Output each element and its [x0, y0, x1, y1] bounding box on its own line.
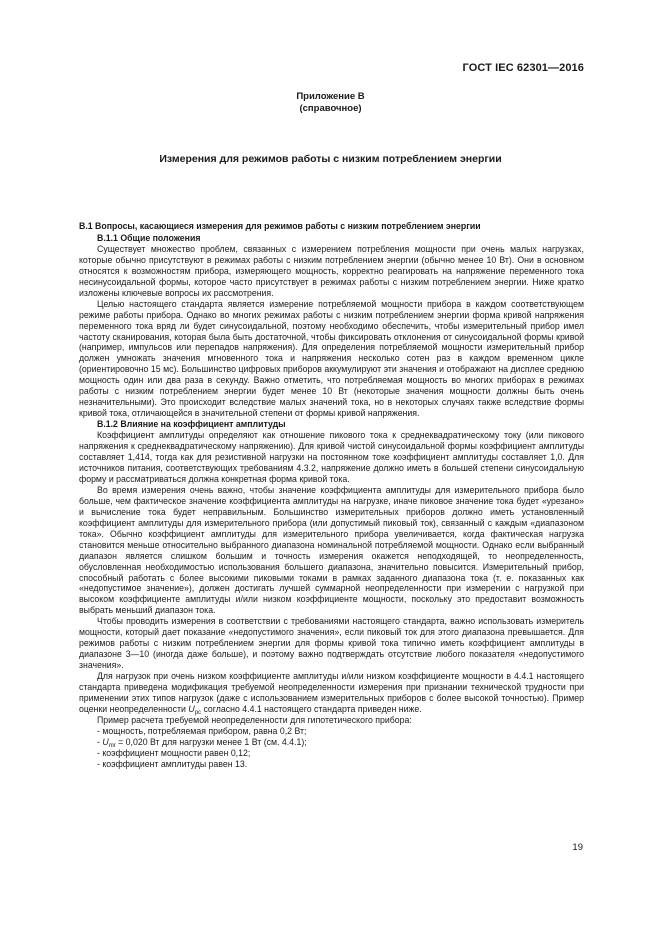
paragraph-text: Для нагрузок при очень низком коэффициенте амплитуды и/или низком коэффициенте мощности в 4.4.1 настоящего стандарта приведена модификация требуемой неопределенности измерения при признании технической трудности при применении этих типов нагрузок (даже с использованием измерительных приборов с более высокой точностью). Пример оценки неопределенности	[79, 671, 584, 714]
list-item: - мощность, потребляемая прибором, равна 0,2 Вт;	[97, 725, 307, 736]
annex-label: Приложение В	[296, 91, 365, 102]
standard-code: ГОСТ IEC 62301—2016	[462, 62, 584, 74]
annex-title: Измерения для режимов работы с низким потреблением энергии	[159, 153, 502, 165]
list-item: - коэффициент амплитуды равен 13.	[97, 758, 248, 769]
section-heading-b1: В.1 Вопросы, касающиеся измерения для режимов работы с низким потреблением энергии	[79, 221, 481, 231]
list-item-text: = 0,020 Вт для нагрузки менее 1 Вт (см. 4.4.1);	[115, 736, 307, 747]
paragraph: Существует множество проблем, связанных с измерением потребления мощности при очень малых нагрузках, которые обычно присутствуют в режимах работы с низким потреблением энергии (обычно менее 10 Вт). Они в основном относятся к возможностям прибора, измеряющего мощность, корректно реагировать на напряжение переменного тока несинусоидальной формы, которое часто присутствует в режимах работы с низким потреблением энергии. Ниже кратко изложены ключевые вопросы их рассмотрения.	[79, 243, 584, 298]
paragraph-text: согласно 4.4.1 настоящего стандарта приведен ниже.	[201, 703, 422, 714]
variable-subscript: mr	[108, 742, 116, 749]
example-intro: Пример расчета требуемой неопределенности для гипотетического прибора:	[97, 714, 412, 725]
subsection-heading-b11: В.1.1 Общие положения	[97, 232, 201, 243]
variable-symbol: U	[188, 703, 195, 714]
annex-header	[0, 91, 661, 115]
list-item-text: -	[97, 736, 103, 747]
subsection-heading-b12: В.1.2 Влияние на коэффициент амплитуды	[97, 419, 286, 430]
annex-type: (справочное)	[299, 103, 362, 114]
list-item	[79, 737, 584, 748]
document-body	[79, 221, 584, 770]
paragraph: Коэффициент амплитуды определяют как отношение пикового тока к среднеквадратическому току (или пикового напряжения к среднеквадратическому напряжению). Для кривой чистой синусоидальной формы коэффициент амплитуды составляет 1,414, тогда как для резистивной нагрузки на постоянном токе коэффициент амплитуды составляет 1,0. Для источников питания, соответствующих требованиям 4.3.2, напряжение должно иметь в большей степени синусоидальную форму и рассматриваться должна конкретная форма кривой тока.	[79, 430, 584, 484]
page-number: 19	[572, 842, 583, 853]
paragraph	[79, 671, 584, 715]
paragraph: Целью настоящего стандарта является измерение потребляемой мощности прибора в каждом соответствующем режиме работы прибора. Однако во многих режимах работы с низким потреблением энергии форма кривой напряжения переменного тока вряд ли будет синусоидальной, поэтому необходимо обеспечить, чтобы измерительный прибор имел частоту сканирования, которая была быть достаточной, чтобы фиксировать отклонения от синусоидальной формы кривой (например, импульсов или перепадов напряжения). Для определения потребляемой мощности измерительный прибор должен умножать значения мгновенного тока и напряжения несколько сотен раз в каждом временном цикле (ориентировочно 15 мс). Большинство цифровых приборов аккумулируют эти значения и отображают на дисплее среднюю мощность один или два раза в секунду. Важно отметить, что потребляемая мощность во многих приборах в режимах работы с низким потреблением энергии будет менее 10 Вт (некоторые значения мощности должны быть очень незначительными). Это происходит вследствие малых значений тока, но в некоторых случаях также вследствие формы кривой тока, отличающейся в значительной степени от формы кривой напряжения.	[79, 298, 584, 419]
variable-subscript: pc	[194, 709, 202, 716]
list-item: - коэффициент мощности равен 0,12;	[97, 747, 251, 758]
paragraph: Чтобы проводить измерения в соответствии с требованиями настоящего стандарта, важно использовать измеритель мощности, который дает показание «недопустимого значения», если пиковый ток для этого диапазона превышается. Для режимов работы с низким потреблением энергии для формы кривой тока типично иметь коэффициент амплитуды в диапазоне 3—10 (иногда даже больше), и поэтому важно подтверждать отсутствие любого показателя «недопустимого значения».	[79, 616, 584, 671]
paragraph: Во время измерения очень важно, чтобы значение коэффициента амплитуды для измерительного прибора было больше, чем фактическое значение коэффициента амплитуды на нагрузке, иначе пиковое значение тока будет «урезано» и вычисление тока будет неправильным. Большинство измерительных приборов должно иметь установленный коэффициент амплитуды для измерительного прибора (или допустимый пиковый ток), связанный с каждым «диапазоном тока». Обычно коэффициент амплитуды для измерительного прибора увеличивается, когда фактическая нагрузка становится меньше относительно выбранного диапазона номинальной потребляемой мощности. Однако если выбранный диапазон является слишком большим и точность измерения окажется неподходящей, то неопределенность, обусловленная необходимостью использования большего диапазона, значительно повысится. Измерительный прибор, способный работать с более высокими пиковыми токами в рамках заданного диапазона тока (т. е. показанных как «недопустимое значение»), должен достигать лучшей суммарной неопределенности при измерении с нагрузкой при высоком коэффициенте амплитуды и/или низком коэффициенте мощности, поскольку это предоставит возможность выбрать меньший диапазон тока.	[79, 484, 584, 616]
variable-symbol: U	[102, 736, 109, 747]
